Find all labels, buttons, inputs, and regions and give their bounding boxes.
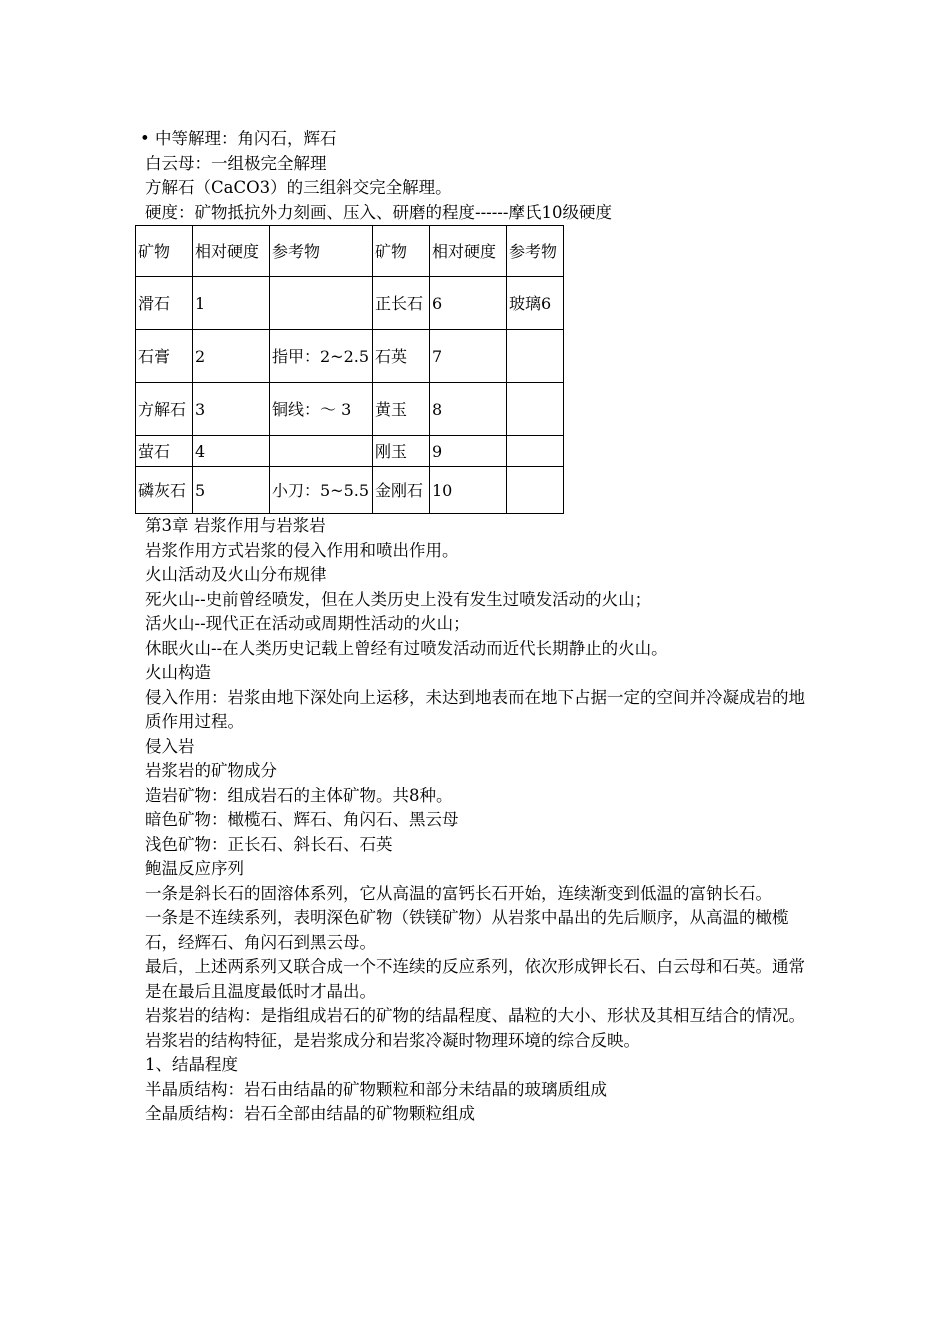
table-cell <box>507 436 564 467</box>
table-cell: 磷灰石 <box>136 467 193 514</box>
text-continuous-series: 一条是斜长石的固溶体系列，它从高温的富钙长石开始，连续渐变到低温的富钠长石。 <box>145 883 772 903</box>
table-row <box>136 330 564 383</box>
header-cell: 参考物 <box>270 226 373 277</box>
text-intrusion-definition: 侵入作用：岩浆由地下深处向上运移，未达到地表而在地下占据一定的空间并冷凝成岩的地质作用过程。 <box>145 687 805 731</box>
table-row <box>136 383 564 436</box>
table-cell: 1 <box>193 277 270 330</box>
section-heading-volcanic-activity: 火山活动及火山分布规律 <box>145 565 327 584</box>
section-heading-crystallinity: 1、结晶程度 <box>145 1055 238 1074</box>
section-heading-bowen-series: 鲍温反应序列 <box>145 859 244 878</box>
mohs-hardness-table <box>135 225 564 514</box>
table-cell: 指甲：2~2.5 <box>270 330 373 383</box>
section-heading-mineral-composition: 岩浆岩的矿物成分 <box>145 761 277 780</box>
text-hardness-definition: 硬度：矿物抵抗外力刻画、压入、研磨的程度------摩氏10级硬度 <box>145 202 612 222</box>
table-cell: 石英 <box>373 330 430 383</box>
table-cell: 9 <box>430 436 507 467</box>
table-row <box>136 277 564 330</box>
section-heading-intrusive-rock: 侵入岩 <box>145 736 195 756</box>
table-cell: 2 <box>193 330 270 383</box>
table-cell <box>507 467 564 514</box>
text-discontinuous-series: 一条是不连续系列，表明深色矿物（铁镁矿物）从岩浆中晶出的先后顺序，从高温的橄榄石，经辉石、角闪石到黑云母。 <box>145 908 789 952</box>
text-active-volcano: 活火山--现代正在活动或周期性活动的火山； <box>145 614 470 633</box>
header-cell: 矿物 <box>136 226 193 277</box>
table-cell: 玻璃6 <box>507 277 564 330</box>
table-cell: 小刀：5~5.5 <box>270 467 373 514</box>
text-muscovite-cleavage: 白云母：一组极完全解理 <box>145 153 327 173</box>
table-cell: 石膏 <box>136 330 193 383</box>
text-igneous-texture: 岩浆岩的结构：是指组成岩石的矿物的结晶程度、晶粒的大小、形状及其相互结合的情况。岩浆岩的结构特征，是岩浆成分和岩浆冷凝时物理环境的综合反映。 <box>145 1006 805 1050</box>
table-row <box>136 436 564 467</box>
table-cell: 3 <box>193 383 270 436</box>
header-cell: 矿物 <box>373 226 430 277</box>
chapter-heading: 第3章 岩浆作用与岩浆岩 <box>145 516 326 535</box>
bullet-cleavage-medium: • 中等解理：角闪石，辉石 <box>140 129 337 148</box>
table-cell: 金刚石 <box>373 467 430 514</box>
text-rock-forming-minerals: 造岩矿物：组成岩石的主体矿物。共8种。 <box>145 785 453 805</box>
table-cell: 4 <box>193 436 270 467</box>
table-cell <box>270 277 373 330</box>
text-dormant-volcano: 休眠火山--在人类历史记载上曾经有过喷发活动而近代长期静止的火山。 <box>145 638 668 658</box>
text-light-minerals: 浅色矿物：正长石、斜长石、石英 <box>145 834 393 854</box>
table-cell: 铜线：～ 3 <box>270 383 373 436</box>
text-extinct-volcano: 死火山--史前曾经喷发，但在人类历史上没有发生过喷发活动的火山； <box>145 589 652 609</box>
table-cell: 正长石 <box>373 277 430 330</box>
header-cell: 相对硬度 <box>193 226 270 277</box>
table-cell <box>507 383 564 436</box>
table-row <box>136 467 564 514</box>
table-cell: 黄玉 <box>373 383 430 436</box>
header-cell: 相对硬度 <box>430 226 507 277</box>
header-cell: 参考物 <box>507 226 564 277</box>
table-cell: 10 <box>430 467 507 514</box>
text-hypocrystalline: 半晶质结构：岩石由结晶的矿物颗粒和部分未结晶的玻璃质组成 <box>145 1079 607 1099</box>
table-cell: 方解石 <box>136 383 193 436</box>
text-magmatism-modes: 岩浆作用方式岩浆的侵入作用和喷出作用。 <box>145 540 459 560</box>
text-holocrystalline: 全晶质结构：岩石全部由结晶的矿物颗粒组成 <box>145 1104 475 1123</box>
text-dark-minerals: 暗色矿物：橄榄石、辉石、角闪石、黑云母 <box>145 810 459 829</box>
table-cell: 滑石 <box>136 277 193 330</box>
table-cell: 萤石 <box>136 436 193 467</box>
section-heading-volcano-structure: 火山构造 <box>145 663 211 682</box>
table-cell: 7 <box>430 330 507 383</box>
text-calcite-cleavage: 方解石（CaCO3）的三组斜交完全解理。 <box>145 178 452 197</box>
table-cell: 5 <box>193 467 270 514</box>
table-cell: 刚玉 <box>373 436 430 467</box>
text-combined-series: 最后，上述两系列又联合成一个不连续的反应系列，依次形成钾长石、白云母和石英。通常是在最后且温度最低时才晶出。 <box>145 957 805 1001</box>
table-cell: 8 <box>430 383 507 436</box>
table-cell: 6 <box>430 277 507 330</box>
table-header-row <box>136 226 564 277</box>
table-cell <box>507 330 564 383</box>
document-page <box>138 127 815 1127</box>
table-cell <box>270 436 373 467</box>
